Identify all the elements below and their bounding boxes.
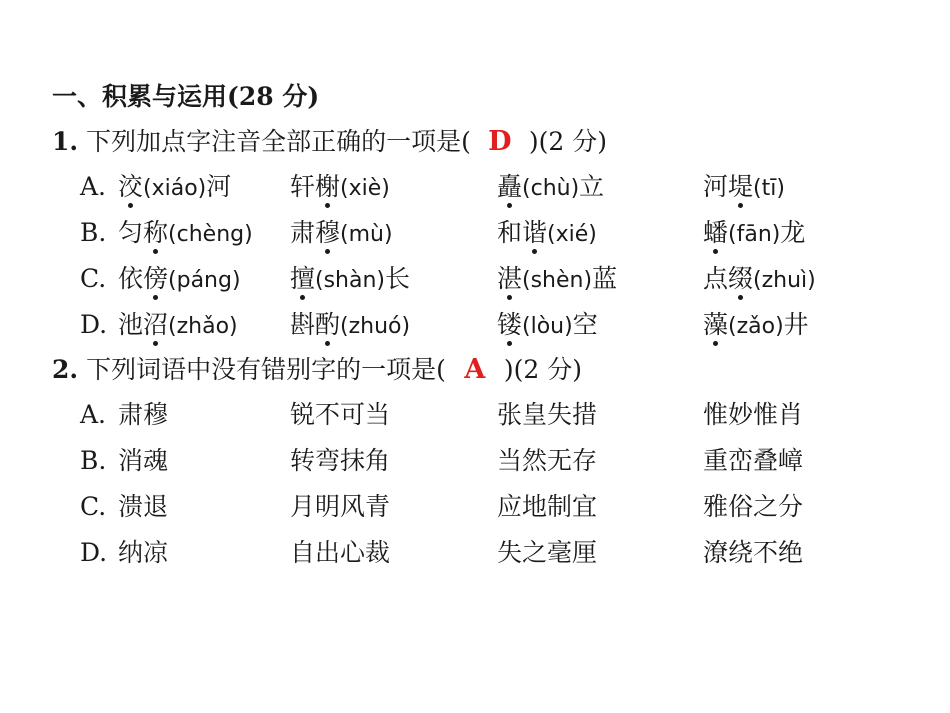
q1-option-item	[118, 264, 241, 296]
word-part: 池	[118, 310, 144, 339]
q2-option-item: 纳凉	[118, 538, 169, 567]
pinyin-annotation: (shàn)	[315, 268, 386, 293]
q2-option-item: 失之毫厘	[497, 538, 598, 567]
word-part: 井	[783, 310, 809, 339]
word-part: 河	[206, 172, 232, 201]
word-part: 龙	[780, 218, 806, 247]
dotted-character: 镂	[497, 310, 523, 339]
pinyin-annotation: (chèng)	[168, 222, 253, 247]
section-title	[52, 82, 319, 112]
question-1-answer: D	[488, 126, 512, 157]
q2-option-item: 当然无存	[497, 446, 598, 475]
pinyin-annotation: (mù)	[340, 222, 393, 247]
q1-option-label: B.	[80, 218, 107, 247]
dotted-character: 藻	[703, 310, 729, 339]
q1-option-item	[290, 310, 410, 342]
q1-option-label: A.	[80, 172, 107, 201]
dotted-character: 洨	[118, 172, 144, 201]
question-2-points: )(2 分)	[503, 355, 582, 384]
q1-option-item	[703, 264, 816, 296]
q1-option-item	[118, 218, 253, 250]
q1-option-item	[290, 264, 410, 296]
q2-option-item: 消魂	[118, 446, 169, 475]
question-2-stem	[52, 355, 582, 385]
pinyin-annotation: (lòu)	[522, 314, 573, 339]
pinyin-annotation: (xiáo)	[143, 176, 207, 201]
q1-option-item	[703, 172, 785, 204]
q2-option-item: 潦绕不绝	[703, 538, 804, 567]
word-part: 长	[385, 264, 411, 293]
section-title-text: 一、积累与运用(28 分)	[52, 82, 320, 111]
pinyin-annotation: (fān)	[728, 222, 781, 247]
question-1-points: )(2 分)	[528, 127, 607, 156]
q2-option-item: 肃穆	[118, 400, 169, 429]
pinyin-annotation: (xié)	[547, 222, 597, 247]
question-2-number: 2.	[52, 355, 79, 384]
q1-option-item	[497, 218, 597, 250]
word-part: 蓝	[592, 264, 618, 293]
dotted-character: 沼	[143, 310, 169, 339]
word-part: 轩	[290, 172, 316, 201]
dotted-character: 称	[143, 218, 169, 247]
dotted-character: 擅	[290, 264, 316, 293]
question-2-answer: A	[464, 354, 486, 385]
q2-option-item: 雅俗之分	[703, 492, 804, 521]
question-2-text: 下列词语中没有错别字的一项是(	[86, 355, 446, 384]
q2-option-item: 惟妙惟肖	[703, 400, 804, 429]
pinyin-annotation: (zhǎo)	[168, 314, 238, 339]
q1-option-item	[118, 310, 238, 342]
q2-option-label: D.	[80, 538, 108, 567]
pinyin-annotation: (shèn)	[522, 268, 593, 293]
q1-option-item	[290, 172, 390, 204]
q1-option-item	[290, 218, 393, 250]
dotted-character: 榭	[315, 172, 341, 201]
q2-option-item: 重峦叠嶂	[703, 446, 804, 475]
word-part: 立	[579, 172, 605, 201]
q2-option-label: C.	[80, 492, 107, 521]
q2-option-item: 溃退	[118, 492, 169, 521]
dotted-character: 蟠	[703, 218, 729, 247]
q1-option-label: D.	[80, 310, 108, 339]
word-part: 肃	[290, 218, 316, 247]
pinyin-annotation: (chù)	[522, 176, 580, 201]
q1-option-item	[497, 172, 604, 204]
q1-option-item	[497, 310, 598, 342]
dotted-character: 谐	[522, 218, 548, 247]
pinyin-annotation: (zhuó)	[340, 314, 411, 339]
q2-option-item: 锐不可当	[290, 400, 391, 429]
q2-option-item: 自出心裁	[290, 538, 391, 567]
q2-option-item: 转弯抹角	[290, 446, 391, 475]
dotted-character: 傍	[143, 264, 169, 293]
word-part: 空	[572, 310, 598, 339]
q1-option-item	[497, 264, 617, 296]
question-1-text: 下列加点字注音全部正确的一项是(	[86, 127, 471, 156]
word-part: 匀	[118, 218, 144, 247]
q2-option-item: 月明风青	[290, 492, 391, 521]
dotted-character: 堤	[728, 172, 754, 201]
word-part: 依	[118, 264, 144, 293]
q1-option-item	[703, 218, 805, 250]
dotted-character: 湛	[497, 264, 523, 293]
dotted-character: 矗	[497, 172, 523, 201]
dotted-character: 缀	[728, 264, 754, 293]
question-1-number: 1.	[52, 127, 79, 156]
word-part: 河	[703, 172, 729, 201]
word-part: 点	[703, 264, 729, 293]
q2-option-label: A.	[80, 400, 107, 429]
pinyin-annotation: (xiè)	[340, 176, 390, 201]
q2-option-item: 应地制宜	[497, 492, 598, 521]
q2-option-label: B.	[80, 446, 107, 475]
word-part: 斟	[290, 310, 316, 339]
q1-option-item	[703, 310, 809, 342]
q2-option-item: 张皇失措	[497, 400, 598, 429]
pinyin-annotation: (páng)	[168, 268, 241, 293]
q1-option-item	[118, 172, 231, 204]
word-part: 和	[497, 218, 523, 247]
question-1-stem	[52, 127, 607, 157]
dotted-character: 穆	[315, 218, 341, 247]
pinyin-annotation: (zhuì)	[753, 268, 816, 293]
q1-option-label: C.	[80, 264, 107, 293]
pinyin-annotation: (zǎo)	[728, 314, 784, 339]
dotted-character: 酌	[315, 310, 341, 339]
pinyin-annotation: (tī)	[753, 176, 785, 201]
